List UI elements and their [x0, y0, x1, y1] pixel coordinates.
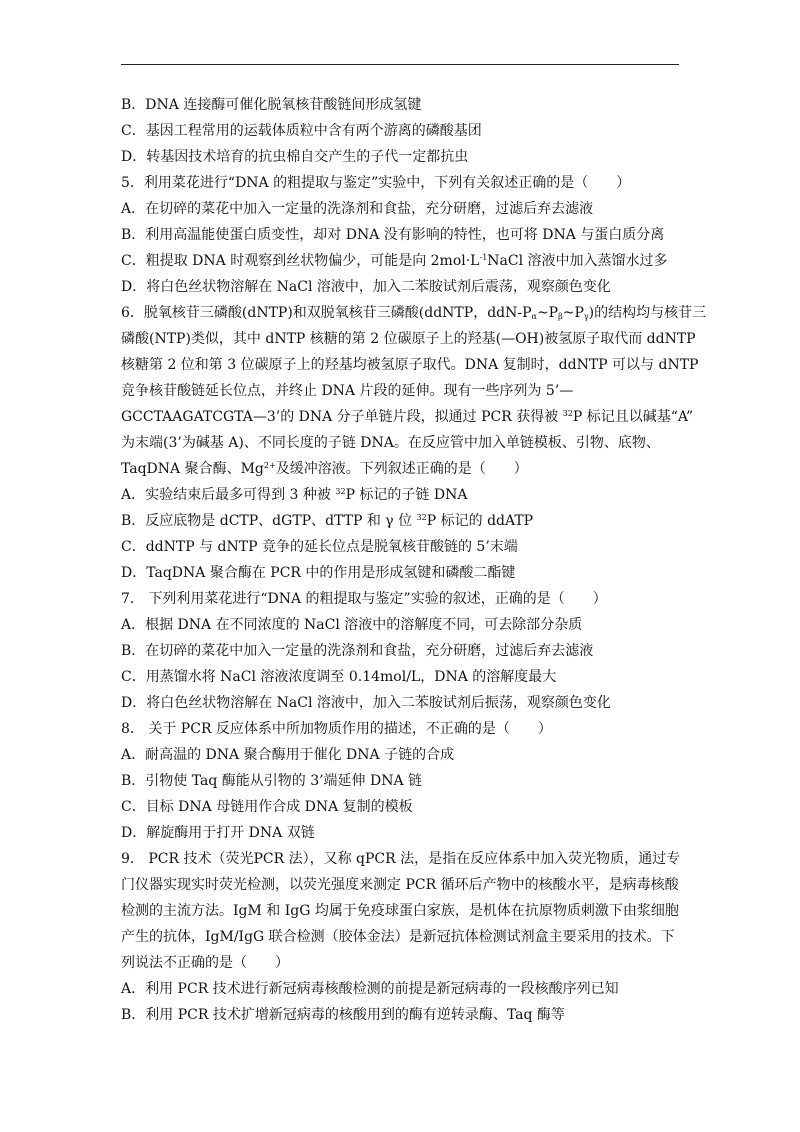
text-line: 检测的主流方法。IgM 和 IgG 均属于免疫球蛋白家族，是机体在抗原物质刺激下由浆细胞: [121, 903, 679, 919]
text-line: [121, 404, 694, 430]
header-rule: [121, 64, 679, 65]
text-line: A．在切碎的菜花中加入一定量的洗涤剂和食盐，充分研磨，过滤后弃去滤液: [121, 201, 594, 217]
text-line: 产生的抗体，IgM/IgG 联合检测（胶体金法）是新冠抗体检测试剂盒主要采用的技术。下: [121, 929, 675, 945]
text-line: B．利用 PCR 技术扩增新冠病毒的核酸用到的酶有逆转录酶、Taq 酶等: [121, 1007, 565, 1023]
text-line: C．ddNTP 与 dNTP 竞争的延长位点是脱氧核苷酸链的 5’末端: [121, 539, 518, 555]
superscript: 32: [562, 409, 573, 418]
superscript: 32: [416, 513, 427, 522]
text-line: 为末端(3’为碱基 A)、不同长度的子链 DNA。在反应管中加入单链模板、引物、底物、: [121, 435, 660, 451]
text-segment: P 标记的子链 DNA: [345, 487, 468, 503]
text-line: C．目标 DNA 母链用作合成 DNA 复制的模板: [121, 799, 413, 815]
text-line: A．耐高温的 DNA 聚合酶用于催化 DNA 子链的合成: [121, 747, 455, 763]
subscript: β: [558, 312, 563, 321]
text-line: B．DNA 连接酶可催化脱氧核苷酸链间形成氢键: [121, 97, 422, 113]
text-segment: ~P: [562, 305, 584, 321]
text-line: A．利用 PCR 技术进行新冠病毒核酸检测的前提是新冠病毒的一段核酸序列已知: [121, 981, 619, 997]
superscript: -1: [479, 253, 488, 262]
text-line: 列说法不正确的是（ ）: [121, 955, 289, 971]
text-line: B．利用高温能使蛋白质变性，却对 DNA 没有影响的特性，也可将 DNA 与蛋白质分离: [121, 227, 665, 243]
superscript: 32: [335, 487, 346, 496]
text-line: D．将白色丝状物溶解在 NaCl 溶液中，加入二苯胺试剂后振荡，观察颜色变化: [121, 695, 611, 711]
text-segment: P 标记的 ddATP: [426, 513, 534, 529]
text-segment: TaqDNA 聚合酶、Mg: [121, 461, 264, 477]
text-line: 核糖第 2 位和第 3 位碳原子上的羟基均被氢原子取代。DNA 复制时，ddNTP 可以与 dNTP: [121, 357, 699, 373]
text-line: 磷酸(NTP)类似，其中 dNTP 核糖的第 2 位碳原子上的羟基(—OH)被氢原子取代而 ddNTP: [121, 331, 696, 347]
text-line: B．在切碎的菜花中加入一定量的洗涤剂和食盐，充分研磨，过滤后弃去滤液: [121, 643, 594, 659]
text-segment: C．粗提取 DNA 时观察到丝状物偏少，可能是向 2mol·L: [121, 253, 480, 269]
text-segment: 6．脱氧核苷三磷酸(dNTP)和双脱氧核苷三磷酸(ddNTP，ddN-P: [121, 305, 532, 321]
text-segment: )的结构均与核苷三: [588, 305, 707, 321]
text-line: C．基因工程常用的运载体质粒中含有两个游离的磷酸基团: [121, 123, 482, 139]
text-segment: ~P: [536, 305, 559, 321]
text-line: 门仪器实现实时荧光检测，以荧光强度来测定 PCR 循环后产物中的核酸水平，是病毒核酸: [121, 877, 679, 893]
document-body: [121, 92, 707, 1028]
text-line: A．根据 DNA 在不同浓度的 NaCl 溶液中的溶解度不同，可去除部分杂质: [121, 617, 583, 633]
text-line: [121, 456, 681, 482]
subscript: α: [531, 312, 537, 321]
text-line: 5．利用菜花进行“DNA 的粗提取与鉴定”实验中，下列有关叙述正确的是（ ）: [121, 175, 631, 191]
text-segment: GCCTAAGATCGTA—3’的 DNA 分子单链片段，拟通过 PCR 获得被: [121, 409, 563, 425]
text-line: D．TaqDNA 聚合酶在 PCR 中的作用是形成氢键和磷酸二酯键: [121, 565, 516, 581]
text-line: D．转基因技术培育的抗虫棉自交产生的子代一定都抗虫: [121, 149, 469, 165]
text-line: 竞争核苷酸链延长位点，并终止 DNA 片段的延伸。现有一些序列为 5’—: [121, 383, 574, 399]
text-line: 7． 下列利用菜花进行“DNA 的粗提取与鉴定”实验的叙述，正确的是（ ）: [121, 591, 607, 607]
text-segment: 及缓冲溶液。下列叙述正确的是（ ）: [275, 461, 528, 477]
text-line: D．解旋酶用于打开 DNA 双链: [121, 825, 315, 841]
text-line: 9． PCR 技术（荧光PCR 法），又称 qPCR 法，是指在反应体系中加入荧光物质，通过专: [121, 851, 681, 867]
superscript: 2+: [263, 461, 276, 470]
text-line: [121, 248, 681, 274]
text-segment: NaCl 溶液中加入蒸馏水过多: [487, 253, 668, 269]
text-line: [121, 300, 707, 326]
text-line: D．将白色丝状物溶解在 NaCl 溶液中，加入二苯胺试剂后震荡，观察颜色变化: [121, 279, 611, 295]
text-line: B．引物使 Taq 酶能从引物的 3’端延伸 DNA 链: [121, 773, 423, 789]
text-line: 8． 关于 PCR 反应体系中所加物质作用的描述，不正确的是（ ）: [121, 721, 552, 737]
text-segment: A．实验结束后最多可得到 3 种被: [121, 487, 336, 503]
text-line: [121, 508, 681, 534]
text-segment: P 标记且以碱基“A”: [572, 409, 694, 425]
text-line: [121, 482, 681, 508]
text-line: C．用蒸馏水将 NaCl 溶液浓度调至 0.14mol/L，DNA 的溶解度最大: [121, 669, 557, 685]
text-segment: B．反应底物是 dCTP、dGTP、dTTP 和 γ 位: [121, 513, 417, 529]
subscript: γ: [583, 312, 589, 321]
